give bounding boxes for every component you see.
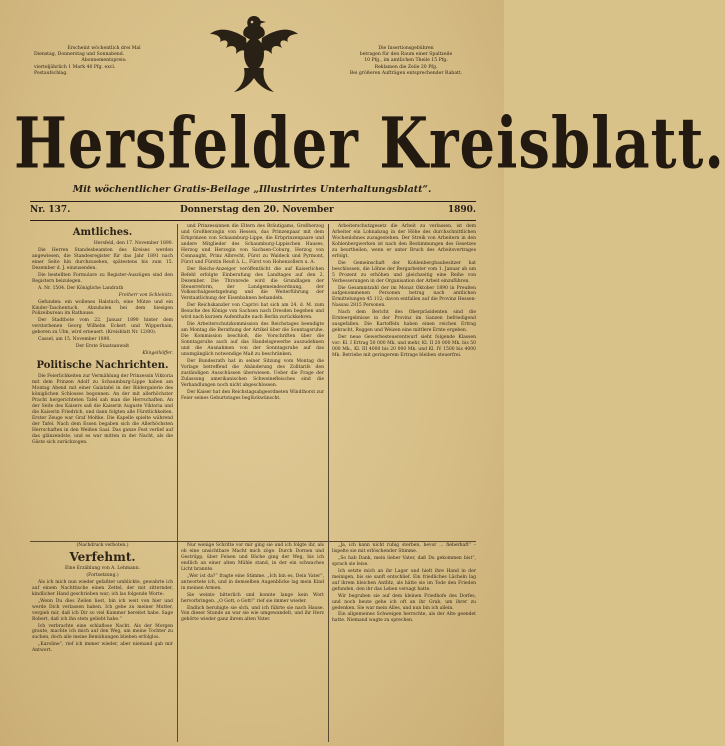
column-1-upper [32, 224, 173, 538]
eagle-emblem-icon [208, 8, 300, 98]
article-paragraph: Die Gesammtzahl der im Monat Oktober 1890 in Preußen aufgenommenen Personen betrug nach amtlichen Ermittelungen 45 112; davon entfallen auf die Provinz Hessen-Nassau 2815 Personen. [332, 285, 476, 309]
article-paragraph: Der neue Gewerbesteuerentwurf sieht folgende Klassen vor: Kl. I Ertrag 50 000 Mk. und mehr, Kl. II 20 000 Mk. bis 50 000 Mk., Kl. III 4000 bis 20 000 Mk. und Kl. IV 1500 bis 4000 Mk. Betriebe mit geringerem Ertrage bleiben steuerfrei. [332, 335, 476, 359]
article-paragraph: Die Arbeiterschutzkommission des Reichstages beendigte am Montag die Berathung der Artikel über die Sonntagsruhe. Die Kommission beschloß, die Vorschriften über die Sonntagsruhe auch auf das Handelsgewerbe auszudehnen und die Ausnahmen von der Sonntagsruhe auf das unumgänglich notwendige Maß zu beschränken. [181, 322, 324, 358]
rates-line: Die Insertionsgebühren [378, 46, 434, 51]
story-paragraph: „Karoline“, rief ich immer wieder, aber niemand gab mir Antwort. [32, 642, 173, 654]
subscription-line: vierteljährlich 1 Mark 40 Pfg. excl. [34, 64, 116, 70]
article-paragraph: Cassel, am 15. November 1890. [38, 337, 111, 343]
masthead-rule-bottom [30, 220, 476, 221]
story-paragraph: Ich verbrachte eine schlaflose Nacht. Als der Morgen graute, machte ich mich auf den Weg, um meine Tochter zu suchen, doch alle meine Bemühungen blieben erfolglos. [32, 623, 173, 641]
issue-date: Donnerstag den 20. November [180, 205, 334, 215]
masthead-rule-top [30, 201, 476, 202]
story-paragraph: Als ich mich nun wieder gefaßter umblickte, gewahrte ich auf einem Nachttische einen Zettel, der mit zitternder, kindlicher Hand geschrieben war; ich las folgende Worte: [32, 579, 173, 597]
rates-line: 10 Pfg., im amtlichen Theile 15 Pfg. [364, 58, 448, 64]
story-byline: Eine Erzählung von A. Lehmann. [64, 565, 141, 571]
issue-bar [30, 204, 476, 218]
column-2-upper [181, 224, 324, 538]
article-paragraph: Gefunden: ein wollenes Halstuch, eine Mütze und ein Kinder-Taschentuch. Abzuholen bei dem hiesigen Polizeibureau im Rathause. [32, 299, 173, 317]
signature: Klingelhöffer. [142, 351, 173, 357]
subscription-info [34, 46, 174, 77]
feuilleton-column-2 [181, 543, 324, 743]
article-paragraph: Der Reichs-Anzeiger veröffentlicht die auf Kaiserlichen Befehl erfolgte Einberufung des Landtages auf den 2. Dezember. Die Thronrede wird die Grundlagen der Steuerreform, der Landgemeindeordnung, der Volksschulgesetzgebung und die Weiterführung der Verstaatlichung der Eisenbahnen behandeln. [181, 266, 324, 302]
article-paragraph: Nach dem Bericht des Oberpräsidenten sind die Ernteergebnisse in der Provinz im Ganzen befriedigend ausgefallen. Die Kartoffeln haben einen reichen Ertrag gebracht, Roggen und Weizen eine mittlere Ernte ergeben. [332, 310, 476, 334]
story-paragraph: Sie weinte bitterlich und konnte lange kein Wort hervorbringen. „O Gott, o Gott!“ rief sie immer wieder. [181, 592, 324, 604]
section-heading-official: Amtliches. [72, 227, 133, 238]
reprint-note: (Nachdruck verboten.) [76, 543, 129, 548]
article-paragraph: Die bestellten Formulare zu Register-Auszügen sind den Registern beizulegen. [32, 272, 173, 284]
story-paragraph: Nur wenige Schritte vor mir ging sie und ich folgte ihr, als ob eine unsichtbare Macht mich zöge. Durch Dornen und Gestrüpp, über Felsen und Bäche ging der Weg, bis ich endlich an einer alten Mühle stand, in der ein schwaches Licht brannte. [181, 543, 324, 572]
article-paragraph: und Prinzessinnen die Eltern des Bräutigams, Großherzog und Großherzogin von Hessen, das Prinzenpaar mit dem Erbprinzen von Schaumburg-Lippe, die Erbprinzenpaare und andere Mitglieder des Schaumburg-Lippischen Hauses, Herzog und Herzogin von Sachsen-Coburg, Herzog von Connaught, Prinz Albrecht, Fürst zu Waldeck und Pyrmont, Fürst und Fürstin Reuß ä. L., Fürst von Hohenzollern u. A. [181, 224, 324, 265]
column-3-upper [332, 224, 476, 538]
article-paragraph: Die Gemeinschaft der Kohlenbergbaubesitzer hat beschlossen, die Löhne der Bergarbeiter vom 1. Januar ab um 5 Prozent zu erhöhen und gleichzeitig eine Reihe von Verbesserungen in der Organisation der Arbeit einzuführen. [332, 260, 476, 284]
story-paragraph: Ein allgemeines Schweigen herrschte, als der Alte geendet hatte. Niemand wagte zu sprechen. [332, 612, 476, 624]
story-continuation: (Fortsetzung.) [86, 572, 119, 578]
issue-year: 1890. [447, 205, 476, 215]
newspaper-title: Hersfelder Kreisblatt. [14, 102, 725, 185]
story-paragraph: Endlich beruhigte sie sich, und ich führte sie nach Hause. Von dieser Stunde an war sie wie umgewandelt, und ihr Herz gehörte wieder ganz ihrem alten Vater. [181, 605, 324, 623]
feuilleton-separator [30, 541, 476, 542]
rates-line: Reklamen die Zeile 20 Pfg. [374, 64, 438, 70]
article-paragraph: Die Feierlichkeiten zur Vermählung der Prinzessin Viktoria mit dem Prinzen Adolf zu Schaumburg-Lippe haben am Montag Abend mit einer Galatafel in der Bildergalerie des königlichen Schlosses begonnen. An der mit allerhöchster Pracht hergerichteten Tafel sah man die Herrschaften. An der Seite des Kaisers saß die Kaiserin Auguste Viktoria und die Kaiserin Friedrich, und dann folgten alle Fürstlichkeiten. Erster Zeuge war Graf Moltke. Die Kapelle spielte während der Tafel. Nach dem Essen begaben sich die Allerhöchsten Herrschaften in den Weißen Saal. Das ganze Fest verlief auf das glänzendste, und es war mitten in der Nacht, als die Gäste sich zurückzogen. [32, 374, 173, 445]
subscription-line: Postaufschlag. [34, 70, 68, 76]
subscription-line: Abonnementspreis: [81, 58, 127, 64]
advertising-rates [336, 46, 476, 77]
column-divider [328, 224, 329, 742]
article-paragraph: A. Nr. 1504. Der Königliche Landrath [38, 285, 124, 291]
newspaper-subtitle: Mit wöchentlicher Gratis-Beilage „Illustrirtes Unterhaltungsblatt“. [72, 184, 432, 195]
story-paragraph: „Wer ist da?“ fragte eine Stimme. „Ich bin es, Dein Vater“, antwortete ich, und in demselben Augenblicke lag mein Kind in meinen Armen. [181, 573, 324, 591]
column-divider [177, 224, 178, 742]
feuilleton-column-1 [32, 543, 173, 743]
feuilleton-column-3 [332, 543, 476, 743]
rates-line: betragen für den Raum einer Spaltzeile [359, 52, 453, 58]
article-paragraph: Der Kaiser hat den Reichstagsabgeordneten Windthorst zur Feier seines Geburtstages beglückwünscht. [181, 389, 324, 401]
article-paragraph: Der Reichskanzler von Caprivi hat sich am 24. d. M. zum Besuche des Königs von Sachsen nach Dresden begeben und wird nach kurzem Aufenthalte nach Berlin zurückkehren. [181, 303, 324, 321]
story-title: Verfehmt. [69, 549, 136, 564]
story-paragraph: „Ja, ich kann nicht ruhig sterben, bevor ... fieberhaft“ – lispelte sie mit erlöschender Stimme. [332, 543, 476, 554]
article-paragraph: Der Bundesrath hat in seiner Sitzung vom Montag die Vorlage betreffend die Abänderung des Zolltarifs den zuständigen Ausschüssen überwiesen. Ueber die Frage der Zulassung amerikanischen Schweinefleisches sind die Verhandlungen noch nicht abgeschlossen. [181, 358, 324, 388]
rates-line: Bei größeren Aufträgen entsprechender Rabatt. [349, 70, 463, 76]
story-paragraph: Ich setzte mich an ihr Lager und hielt ihre Hand in der meinigen, bis sie sanft entschlief. Ein friedliches Lächeln lag auf ihrem bleichen Antlitz, als hätte sie im Tode den Frieden gefunden, den ihr das Leben versagt hatte. [332, 568, 476, 592]
section-heading-political: Politische Nachrichten. [36, 360, 169, 372]
signature: Freiherr von Schleinitz. [118, 292, 173, 298]
story-paragraph: „So hab Dank, mein lieber Vater, daß Du gekommen bist“, sprach sie leise. [332, 555, 476, 567]
subscription-line: Dienstag, Donnerstag und Sonnabend. [34, 52, 125, 58]
article-paragraph: Hersfeld, den 17. November 1890. [93, 241, 173, 246]
article-paragraph: Der Stadtbote vom 22. Januar 1890 hinter dem verstorbenen Georg Wilhelm Eckert und Wipperhain, geboren zu Ulm, wird erneuert. (Kreisblatt Nr. 12/80). [32, 318, 173, 336]
subscription-line: Erscheint wöchentlich drei Mal [67, 46, 141, 51]
article-paragraph: Die Herren Standesbeamten des Kreises werden angewiesen, die Standesregister für das Jahr 1891 nach einer Seite hin durchzusehen, spätestens bis zum 15. Dezember d. J. einzusenden. [32, 247, 173, 271]
issue-number: Nr. 137. [30, 205, 71, 215]
story-paragraph: „Wenn Du dies Zeilen liest, bin ich weit von hier und werde Dich verlassen haben. Ich gehe zu meiner Mutter, vergieb mir, daß ich Dir so viel Kummer bereitet habe. Sage Robert, daß ich ihn stets geliebt habe.“ [32, 598, 173, 622]
signature: Der Erste Staatsanwalt [75, 344, 130, 350]
story-paragraph: Wir begruben sie auf dem kleinen Friedhofe des Dorfes, und noch heute gehe ich oft an ihr Grab, um ihrer zu gedenken. Sie war mein Alles, und nun bin ich allein. [332, 593, 476, 611]
article-paragraph: Arbeiterschutzgesetz die Arbeit zu verlassen, ist dem Arbeiter ein Lohnabzug in der Höhe des durchschnittlichen Wochenlohnes zuzugestehen. Der Streik von Arbeitern in den Kohlenbergwerken ist nach den Bestimmungen des Gesetzes zu beurtheilen, wenn er unter Bruch des Arbeitsvertrages erfolgt. [332, 224, 476, 259]
